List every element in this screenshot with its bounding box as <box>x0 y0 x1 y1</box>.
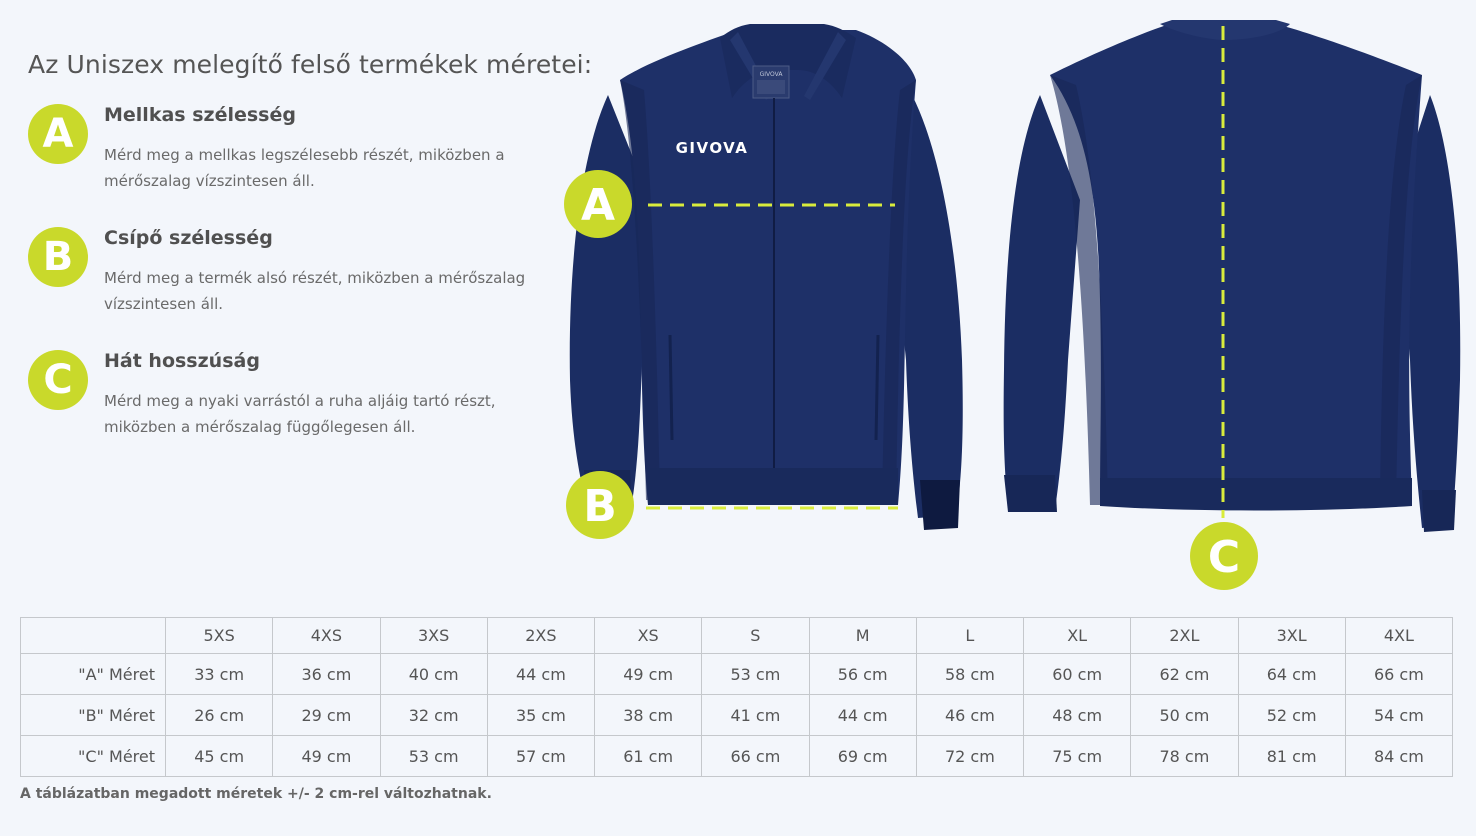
table-cell: 50 cm <box>1131 695 1238 736</box>
measure-a-desc <box>104 142 544 194</box>
table-cell: 44 cm <box>487 654 594 695</box>
row-label: "B" Méret <box>21 695 166 736</box>
measure-c-desc-line2: miközben a mérőszalag függőlegesen áll. <box>104 418 416 436</box>
size-header: 2XS <box>487 618 594 654</box>
measure-c-title: Hát hosszúság <box>104 350 260 372</box>
table-row-c <box>21 736 1453 777</box>
table-cell: 40 cm <box>380 654 487 695</box>
badge-c: C <box>28 350 88 410</box>
jacket-illustration <box>560 0 1476 600</box>
measure-b-desc-line2: vízszintesen áll. <box>104 295 224 313</box>
marker-c <box>1190 522 1258 590</box>
measure-a-desc-line2: mérőszalag vízszintesen áll. <box>104 172 315 190</box>
table-cell: 26 cm <box>166 695 273 736</box>
table-cell: 32 cm <box>380 695 487 736</box>
size-header: M <box>809 618 916 654</box>
badge-a: A <box>28 104 88 164</box>
table-cell: 66 cm <box>1345 654 1452 695</box>
brand-logo: GIVOVA <box>675 139 749 157</box>
table-cell: 36 cm <box>273 654 380 695</box>
svg-text:A: A <box>580 180 616 231</box>
size-header: 3XL <box>1238 618 1345 654</box>
table-cell: 49 cm <box>273 736 380 777</box>
size-header: 5XS <box>166 618 273 654</box>
measure-c <box>28 350 568 450</box>
measure-a <box>28 104 568 204</box>
table-cell: 57 cm <box>487 736 594 777</box>
table-corner <box>21 618 166 654</box>
measure-b <box>28 227 568 327</box>
table-cell: 48 cm <box>1024 695 1131 736</box>
row-label: "A" Méret <box>21 654 166 695</box>
table-cell: 52 cm <box>1238 695 1345 736</box>
measure-b-title: Csípő szélesség <box>104 227 273 249</box>
table-cell: 62 cm <box>1131 654 1238 695</box>
measure-c-desc <box>104 388 544 440</box>
table-cell: 44 cm <box>809 695 916 736</box>
size-table <box>20 617 1453 777</box>
table-cell: 60 cm <box>1024 654 1131 695</box>
table-cell: 72 cm <box>916 736 1023 777</box>
svg-text:C: C <box>1207 532 1241 583</box>
table-cell: 61 cm <box>595 736 702 777</box>
table-cell: 56 cm <box>809 654 916 695</box>
table-cell: 78 cm <box>1131 736 1238 777</box>
measure-a-title: Mellkas szélesség <box>104 104 296 126</box>
table-cell: 41 cm <box>702 695 809 736</box>
size-header-row <box>21 618 1453 654</box>
table-cell: 53 cm <box>702 654 809 695</box>
table-cell: 33 cm <box>166 654 273 695</box>
table-note: A táblázatban megadott méretek +/- 2 cm-rel változhatnak. <box>20 786 492 802</box>
table-cell: 46 cm <box>916 695 1023 736</box>
table-cell: 84 cm <box>1345 736 1452 777</box>
table-cell: 81 cm <box>1238 736 1345 777</box>
page-title: Az Uniszex melegítő felső termékek méretei: <box>28 50 593 79</box>
table-cell: 45 cm <box>166 736 273 777</box>
table-cell: 58 cm <box>916 654 1023 695</box>
badge-b: B <box>28 227 88 287</box>
table-row-a <box>21 654 1453 695</box>
table-cell: 54 cm <box>1345 695 1452 736</box>
jacket-back <box>1004 20 1461 532</box>
row-label: "C" Méret <box>21 736 166 777</box>
size-header: 2XL <box>1131 618 1238 654</box>
table-cell: 64 cm <box>1238 654 1345 695</box>
size-header: 4XS <box>273 618 380 654</box>
table-cell: 29 cm <box>273 695 380 736</box>
size-header: 3XS <box>380 618 487 654</box>
table-cell: 49 cm <box>595 654 702 695</box>
table-cell: 38 cm <box>595 695 702 736</box>
measure-b-desc <box>104 265 544 317</box>
table-cell: 75 cm <box>1024 736 1131 777</box>
jacket-front <box>570 24 963 530</box>
measure-a-desc-line1: Mérd meg a mellkas legszélesebb részét, miközben a <box>104 146 505 164</box>
size-header: 4XL <box>1345 618 1452 654</box>
marker-a <box>564 170 632 238</box>
size-header: XS <box>595 618 702 654</box>
measure-b-desc-line1: Mérd meg a termék alsó részét, miközben a mérőszalag <box>104 269 526 287</box>
size-header: XL <box>1024 618 1131 654</box>
size-header: S <box>702 618 809 654</box>
table-cell: 53 cm <box>380 736 487 777</box>
table-cell: 69 cm <box>809 736 916 777</box>
table-cell: 66 cm <box>702 736 809 777</box>
size-header: L <box>916 618 1023 654</box>
label-brand-text: GIVOVA <box>759 71 783 78</box>
svg-text:B: B <box>583 481 617 532</box>
marker-b <box>566 471 634 539</box>
measure-c-desc-line1: Mérd meg a nyaki varrástól a ruha aljáig tartó részt, <box>104 392 496 410</box>
table-cell: 35 cm <box>487 695 594 736</box>
table-row-b <box>21 695 1453 736</box>
